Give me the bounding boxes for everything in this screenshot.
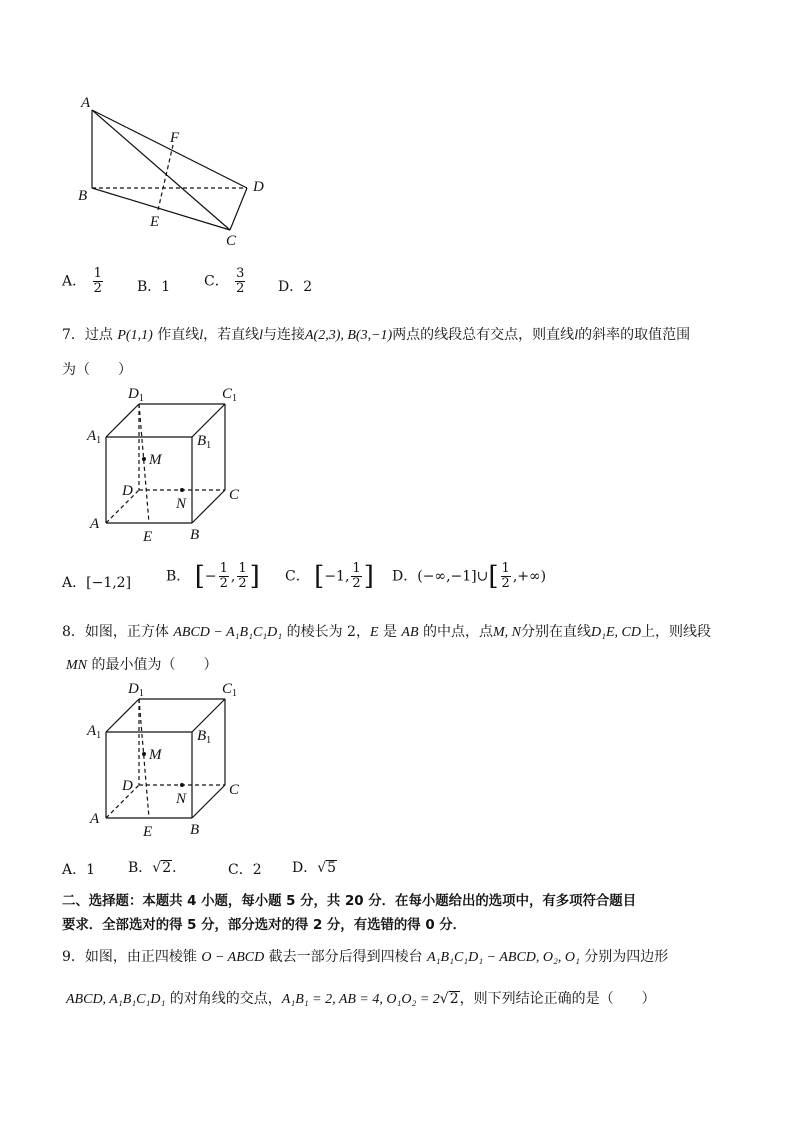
label-A1: $A_1$ xyxy=(87,428,102,446)
label-B1: $B_1$ xyxy=(197,433,212,451)
q9-stem-line2: ABCD, A₁B₁C₁D₁ 的对角线的交点，A₁B₁ = 2, AB = 4, O₁O₂ = 2√2，则下列结论正确的是（ ） xyxy=(66,991,656,1007)
label-A: A xyxy=(90,516,100,532)
label-A1: $A_1$ xyxy=(87,723,102,741)
edge-AC xyxy=(92,110,230,230)
point-M xyxy=(142,752,146,756)
q7-option-a: A．[−1,2] xyxy=(62,575,132,591)
label-D: D xyxy=(122,778,133,794)
label-D1: $D_1$ xyxy=(128,386,144,404)
q7-option-b: B． [− $\frac{1}{2}$ , $\frac{1}{2}$ ] xyxy=(166,561,260,592)
q7-option-d: D．(−∞,−1]∪[ $\frac{1}{2}$ ,+∞) xyxy=(392,561,547,592)
label-C: C xyxy=(229,487,240,503)
label-C1: $C_1$ xyxy=(222,681,238,699)
q8-option-b: B．√2． xyxy=(128,860,187,876)
label-D: D xyxy=(122,483,133,499)
label-C: C xyxy=(226,233,237,249)
q8-option-c: C．2 xyxy=(228,862,262,878)
q7-cube-figure xyxy=(84,385,254,547)
edge-BC xyxy=(92,188,230,230)
label-N: N xyxy=(176,496,187,512)
label-B: B xyxy=(190,822,200,838)
cube-line-D1E xyxy=(139,404,149,523)
section2-heading-line1: 二、选择题：本题共 4 小题，每小题 5 分，共 20 分．在每小题给出的选项中，有多项符合题目 xyxy=(62,894,637,909)
q6-option-b: B．1 xyxy=(137,279,171,295)
point-M xyxy=(142,457,146,461)
q9-stem-line1: 9．如图，由正四棱锥 O − ABCD 截去一部分后得到四棱台 A₁B₁C₁D₁ − ABCD, O₂, O₁ 分别为四边形 xyxy=(62,949,669,965)
point-N xyxy=(180,783,184,787)
q8-stem-line2: MN 的最小值为（ ） xyxy=(66,657,218,673)
label-M: M xyxy=(149,452,162,468)
label-E: E xyxy=(143,529,153,545)
section2-heading-line2: 要求．全部选对的得 5 分，部分选对的得 2 分，有选错的得 0 分． xyxy=(62,918,467,933)
label-E: E xyxy=(143,824,153,840)
cube-line-D1E xyxy=(139,699,149,818)
edge-EF xyxy=(158,145,173,210)
label-A: A xyxy=(90,811,100,827)
q6-option-c: C． $\frac{3}{2}$ xyxy=(204,266,245,296)
label-A: A xyxy=(81,95,91,111)
label-D1: $D_1$ xyxy=(128,681,144,699)
point-N xyxy=(180,488,184,492)
q7-option-c: C． [−1, $\frac{1}{2}$ ] xyxy=(285,561,374,592)
label-N: N xyxy=(176,791,187,807)
edge-CD xyxy=(230,188,247,230)
q8-option-a: A．1 xyxy=(62,862,96,878)
label-C: C xyxy=(229,782,240,798)
edge-AD xyxy=(92,110,247,188)
q8-stem-line1: 8．如图，正方体 ABCD − A₁B₁C₁D₁ 的棱长为 2，E 是 AB 的中点，点M, N分别在直线D₁E, CD上，则线段 xyxy=(62,624,711,640)
cube-edge xyxy=(192,490,225,523)
q8-cube-figure xyxy=(84,680,254,842)
label-B: B xyxy=(78,188,88,204)
q6-option-d: D．2 xyxy=(278,279,313,295)
q6-option-a: A． $\frac{1}{2}$ xyxy=(62,266,102,296)
cube-edge xyxy=(106,404,139,437)
label-E: E xyxy=(150,214,160,230)
label-F: F xyxy=(170,130,180,146)
q7-stem-line2: 为（ ） xyxy=(62,362,132,378)
q7-stem-line1: 7．过点 P(1,1) 作直线l，若直线l与连接A(2,3), B(3,−1)两点的线段总有交点，则直线l的斜率的取值范围 xyxy=(62,327,691,343)
cube-edge xyxy=(106,699,139,732)
label-B1: $B_1$ xyxy=(197,728,212,746)
label-D: D xyxy=(253,179,264,195)
q6-figure xyxy=(70,90,290,250)
q8-option-d: D．√5 xyxy=(292,860,337,876)
label-B: B xyxy=(190,527,200,543)
label-M: M xyxy=(149,747,162,763)
cube-edge xyxy=(192,785,225,818)
label-C1: $C_1$ xyxy=(222,386,238,404)
